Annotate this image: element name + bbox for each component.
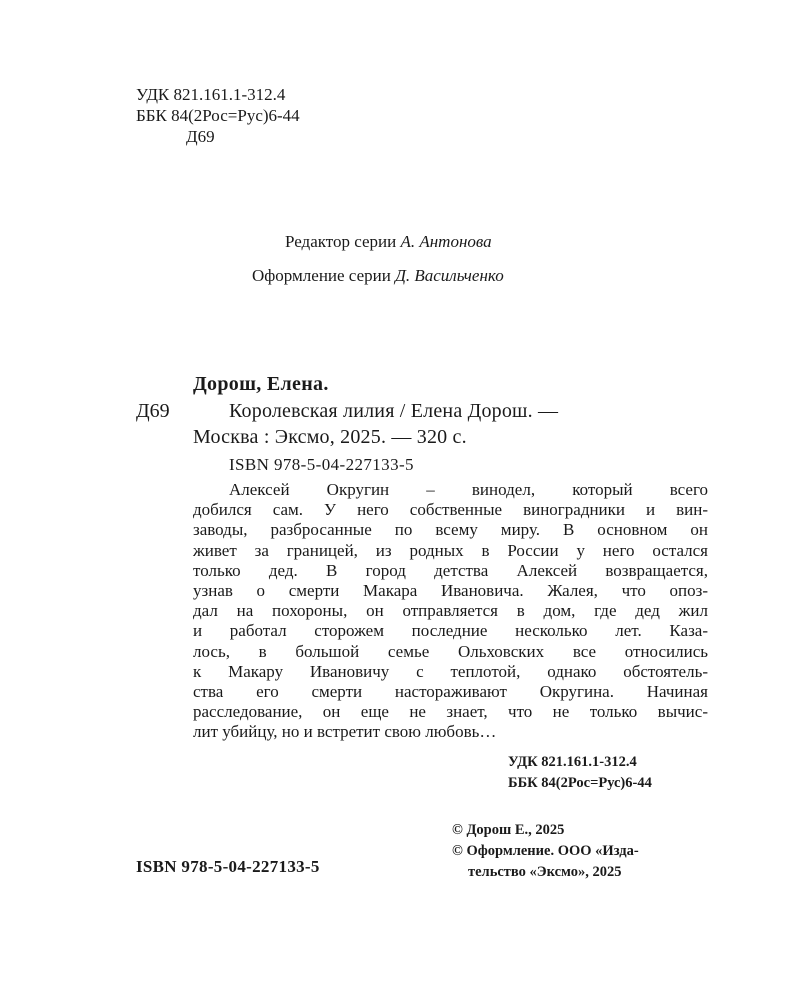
annotation-line: ства его смерти настораживают Округина. Начиная bbox=[193, 682, 708, 702]
annotation-line: лит убийцу, но и встретит свою любовь… bbox=[193, 722, 497, 742]
series-design-name: Д. Васильченко bbox=[395, 266, 504, 285]
annotation-line: лось, в большой семье Ольховских все относились bbox=[193, 641, 708, 661]
top-udk-code: УДК 821.161.1-312.4 bbox=[136, 85, 286, 104]
series-editor-credit bbox=[285, 231, 492, 253]
series-design-credit bbox=[252, 265, 504, 287]
bottom-bbk-code: ББК 84(2Рос=Рус)6-44 bbox=[508, 775, 652, 791]
top-bbk-code: ББК 84(2Рос=Рус)6-44 bbox=[136, 106, 300, 125]
series-editor-label: Редактор серии bbox=[285, 232, 397, 251]
annotation-line: Алексей Округин – винодел, который всего bbox=[229, 480, 708, 499]
top-cutter-code: Д69 bbox=[186, 127, 215, 146]
annotation-line: живет за границей, из родных в России у него остался bbox=[193, 540, 708, 560]
cutter-mark: Д69 bbox=[136, 400, 170, 422]
annotation-line: дал на похороны, он отправляется в дом, где дед жил bbox=[193, 601, 708, 621]
series-design-label: Оформление серии bbox=[252, 266, 391, 285]
copyright-author: © Дорош Е., 2025 bbox=[452, 822, 565, 838]
annotation-line: заводы, разбросанные по всему миру. В основном он bbox=[193, 520, 708, 540]
annotation-line: к Макару Ивановичу с теплотой, однако обстоятель- bbox=[193, 661, 708, 681]
annotation-line: и работал сторожем последние несколько лет. Каза- bbox=[193, 621, 708, 641]
copyright-design-line-1: © Оформление. ООО «Изда- bbox=[452, 843, 639, 859]
isbn-bottom: ISBN 978-5-04-227133-5 bbox=[136, 857, 320, 876]
copyright-design-line-2: тельство «Эксмо», 2025 bbox=[468, 864, 622, 880]
annotation-paragraph bbox=[193, 480, 708, 743]
annotation-line: добился сам. У него собственные виноградники и вин- bbox=[193, 500, 708, 520]
imprint-statement: Москва : Эксмо, 2025. — 320 с. bbox=[193, 426, 467, 448]
bottom-udk-code: УДК 821.161.1-312.4 bbox=[508, 754, 637, 770]
annotation-line: узнав о смерти Макара Ивановича. Жалея, что опоз- bbox=[193, 581, 708, 601]
annotation-line: только дед. В город детства Алексей возвращается, bbox=[193, 560, 708, 580]
isbn-inline: ISBN 978-5-04-227133-5 bbox=[229, 455, 414, 474]
series-editor-name: А. Антонова bbox=[400, 232, 492, 251]
author-heading: Дорош, Елена. bbox=[193, 373, 329, 395]
title-statement: Королевская лилия / Елена Дорош. — bbox=[229, 400, 559, 422]
annotation-line: расследование, он еще не знает, что не только вычис- bbox=[193, 702, 708, 722]
